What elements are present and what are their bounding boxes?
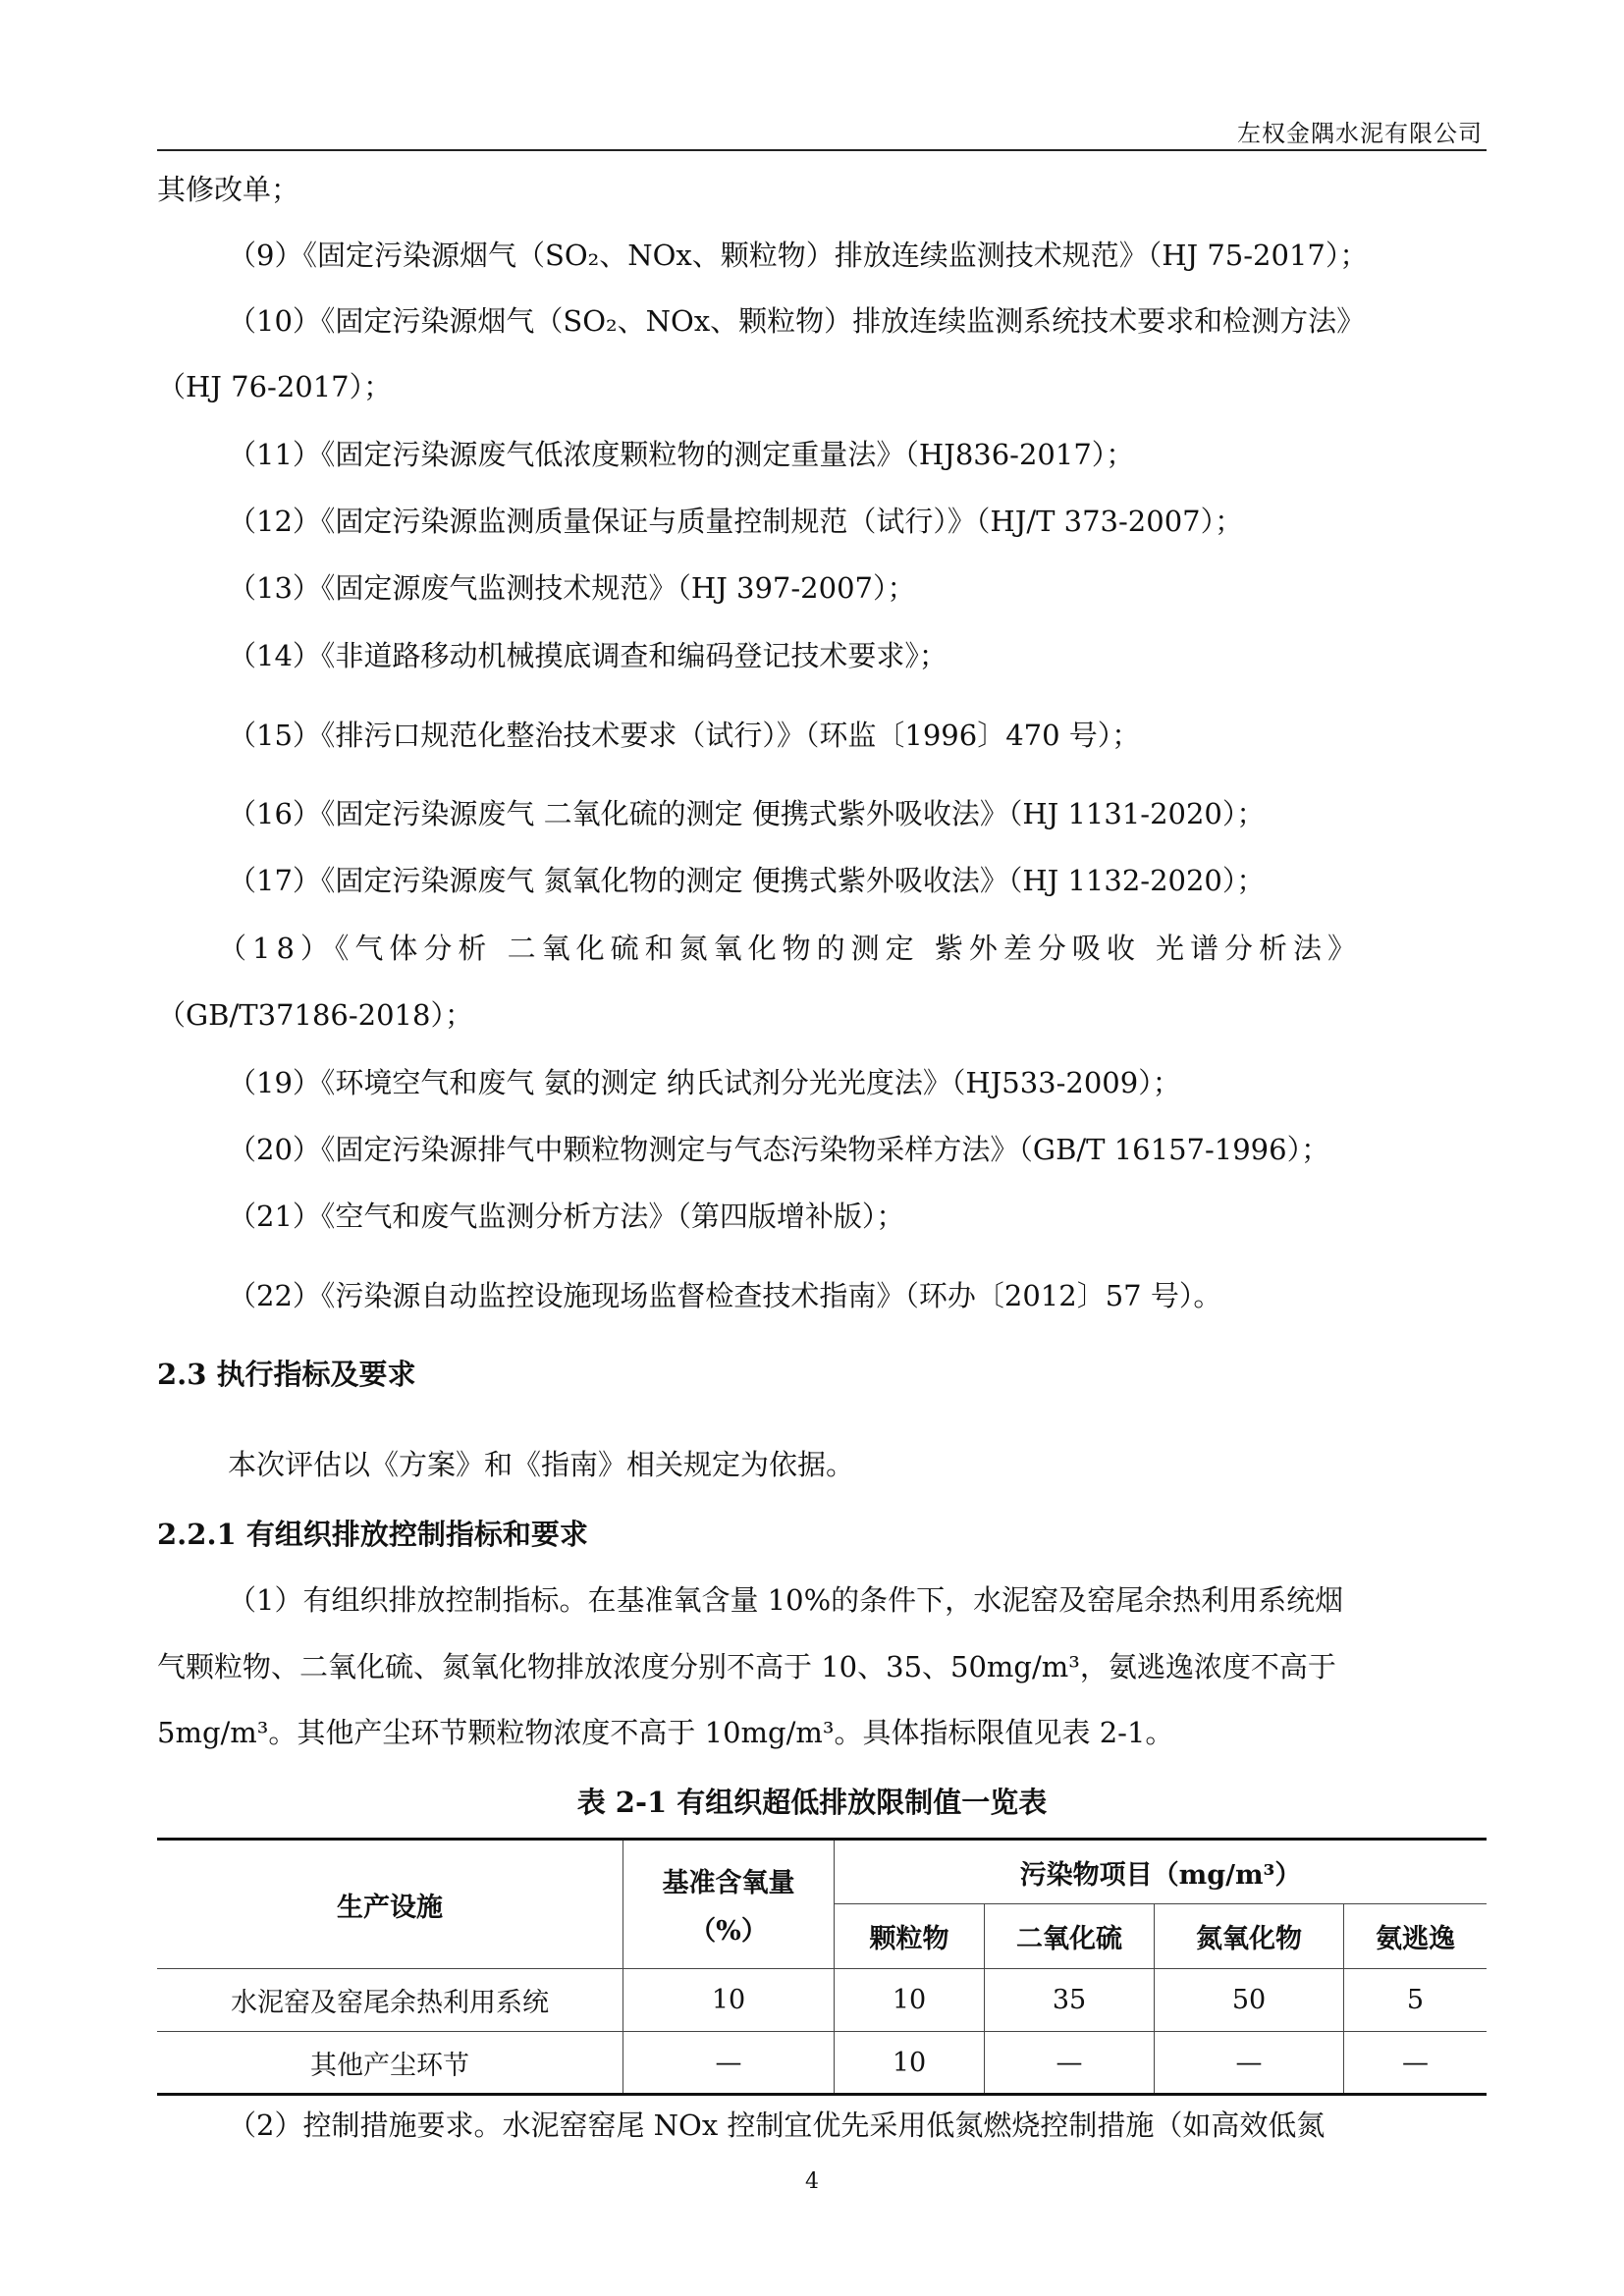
ref-12: （12）《固定污染源监测质量保证与质量控制规范（试行）》（HJ/T 373-2007）； xyxy=(228,505,1244,538)
ref-18-cont: （GB/T37186-2018）； xyxy=(157,998,473,1032)
ref-14: （14）《非道路移动机械摸底调查和编码登记技术要求》； xyxy=(228,639,947,672)
table-row xyxy=(157,2032,1487,2095)
ref-16: （16）《固定污染源废气 二氧化硫的测定 便携式紫外吸收法》（HJ 1131-2020）； xyxy=(228,797,1266,830)
ref-10: （10）《固定污染源烟气（SO₂、NOx、颗粒物）排放连续监测系统技术要求和检测方法》 xyxy=(228,304,1366,338)
cell-facility: 水泥窑及窑尾余热利用系统 xyxy=(157,1969,623,2032)
cell-oxygen: 10 xyxy=(623,1969,835,2032)
section-heading-2-2-1: 2.2.1 有组织排放控制指标和要求 xyxy=(157,1518,588,1551)
cell-so2: — xyxy=(985,2032,1155,2095)
cell-nox: — xyxy=(1155,2032,1344,2095)
ref-22: （22）《污染源自动监控设施现场监督检查技术指南》（环办〔2012〕57 号）。 xyxy=(228,1279,1222,1312)
table-caption: 表 2-1 有组织超低排放限制值一览表 xyxy=(576,1786,1048,1819)
page-header xyxy=(157,112,1487,151)
header-nox: 氮氧化物 xyxy=(1155,1904,1344,1969)
ref-9: （9）《固定污染源烟气（SO₂、NOx、颗粒物）排放连续监测技术规范》（HJ 75-2017）； xyxy=(228,239,1369,272)
header-so2: 二氧化硫 xyxy=(985,1904,1155,1969)
table-row xyxy=(157,1969,1487,2032)
cell-so2: 35 xyxy=(985,1969,1155,2032)
header-pm: 颗粒物 xyxy=(835,1904,985,1969)
ref-19: （19）《环境空气和废气 氨的测定 纳氏试剂分光光度法》（HJ533-2009）； xyxy=(228,1066,1181,1099)
header-oxygen-unit: （%） xyxy=(689,1916,768,1947)
section-heading-2-3: 2.3 执行指标及要求 xyxy=(157,1358,416,1391)
text-line: 其修改单； xyxy=(157,173,300,206)
cell-oxygen: — xyxy=(623,2032,835,2095)
ref-18: （18）《气体分析 二氧化硫和氮氧化物的测定 紫外差分吸收 光谱分析法》 xyxy=(218,932,1363,965)
cell-pm: 10 xyxy=(835,1969,985,2032)
ref-10-cont: （HJ 76-2017）； xyxy=(157,370,393,403)
cell-nh3: — xyxy=(1344,2032,1488,2095)
header-oxygen-label: 基准含氧量 xyxy=(662,1868,795,1898)
ref-15: （15）《排污口规范化整治技术要求（试行）》（环监〔1996〕470 号）； xyxy=(228,719,1141,752)
ref-11: （11）《固定污染源废气低浓度颗粒物的测定重量法》（HJ836-2017）； xyxy=(228,438,1135,471)
header-nh3: 氨逃逸 xyxy=(1344,1904,1488,1969)
header-oxygen xyxy=(623,1840,835,1969)
cell-facility: 其他产尘环节 xyxy=(157,2032,623,2095)
paragraph-1-line-1: （1）有组织排放控制指标。在基准氧含量 10%的条件下，水泥窑及窑尾余热利用系统烟 xyxy=(228,1583,1344,1617)
header-company: 左权金隅水泥有限公司 xyxy=(1237,120,1483,147)
ref-17: （17）《固定污染源废气 氮氧化物的测定 便携式紫外吸收法》（HJ 1132-2020）； xyxy=(228,864,1266,897)
header-pollutant: 污染物项目（mg/m³） xyxy=(835,1840,1488,1904)
ref-13: （13）《固定源废气监测技术规范》（HJ 397-2007）； xyxy=(228,571,916,605)
cell-nh3: 5 xyxy=(1344,1969,1488,2032)
header-facility: 生产设施 xyxy=(157,1840,623,1969)
emission-limit-table xyxy=(157,1838,1487,2096)
paragraph-basis: 本次评估以《方案》和《指南》相关规定为依据。 xyxy=(228,1448,855,1481)
ref-20: （20）《固定污染源排气中颗粒物测定与气态污染物采样方法》（GB/T 16157-1996）； xyxy=(228,1133,1330,1166)
paragraph-1-line-2: 气颗粒物、二氧化硫、氮氧化物排放浓度分别不高于 10、35、50mg/m³，氨逃逸浓度不高于 xyxy=(157,1650,1336,1683)
paragraph-2: （2）控制措施要求。水泥窑窑尾 NOx 控制宜优先采用低氮燃烧控制措施（如高效低氮 xyxy=(228,2109,1326,2142)
page-number: 4 xyxy=(805,2169,819,2194)
paragraph-1-line-3: 5mg/m³。其他产尘环节颗粒物浓度不高于 10mg/m³。具体指标限值见表 2-1。 xyxy=(157,1716,1174,1749)
cell-nox: 50 xyxy=(1155,1969,1344,2032)
ref-21: （21）《空气和废气监测分析方法》（第四版增补版）； xyxy=(228,1200,905,1233)
cell-pm: 10 xyxy=(835,2032,985,2095)
